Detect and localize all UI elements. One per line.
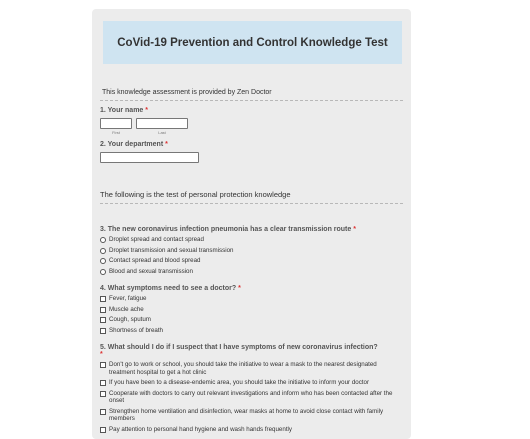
required-mark: *: [145, 107, 148, 114]
question-label: 4. What symptoms need to see a doctor? *: [100, 285, 241, 292]
required-mark: *: [238, 285, 241, 292]
radio-option[interactable]: Blood and sexual transmission: [100, 268, 403, 276]
required-mark: *: [353, 226, 356, 233]
checkbox-icon[interactable]: [100, 328, 106, 334]
checkbox-option[interactable]: Pay attention to personal hand hygiene and wash hands frequently: [100, 426, 403, 434]
radio-icon[interactable]: [100, 237, 106, 243]
radio-icon[interactable]: [100, 269, 106, 275]
radio-option[interactable]: Contact spread and blood spread: [100, 257, 403, 265]
radio-icon[interactable]: [100, 248, 106, 254]
first-name-input[interactable]: [100, 118, 132, 129]
department-input[interactable]: [100, 152, 199, 163]
required-mark: *: [100, 351, 103, 358]
radio-icon[interactable]: [100, 258, 106, 264]
last-name-sublabel: Last: [158, 130, 166, 135]
last-name-input[interactable]: [136, 118, 188, 129]
checkbox-icon[interactable]: [100, 362, 106, 368]
divider: [100, 203, 403, 204]
checkbox-option[interactable]: If you have been to a disease-endemic area, you should take the initiative to inform your doctor: [100, 379, 403, 387]
form-title: CoVid-19 Prevention and Control Knowledge Test: [117, 36, 388, 49]
question-label: 1. Your name *: [100, 107, 148, 114]
checkbox-option[interactable]: Muscle ache: [100, 306, 403, 314]
question-name: [100, 107, 403, 135]
divider: [100, 100, 403, 101]
checkbox-option[interactable]: Cough, sputum: [100, 316, 403, 324]
checkbox-icon[interactable]: [100, 427, 106, 433]
checkbox-option[interactable]: Cooperate with doctors to carry out relevant investigations and inform who has been contacted after the onset: [100, 390, 403, 405]
first-name-sublabel: First: [112, 130, 120, 135]
question-transmission: [100, 226, 403, 275]
radio-option[interactable]: Droplet spread and contact spread: [100, 236, 403, 244]
radio-option[interactable]: Droplet transmission and sexual transmission: [100, 247, 403, 255]
question-symptoms: [100, 285, 403, 334]
checkbox-icon[interactable]: [100, 409, 106, 415]
checkbox-icon[interactable]: [100, 317, 106, 323]
form-header: [103, 21, 402, 64]
question-label: 3. The new coronavirus infection pneumonia has a clear transmission route *: [100, 226, 356, 233]
checkbox-icon[interactable]: [100, 296, 106, 302]
question-label: 2. Your department *: [100, 141, 168, 148]
checkbox-option[interactable]: Shortness of breath: [100, 327, 403, 335]
form-intro: This knowledge assessment is provided by Zen Doctor: [102, 89, 272, 96]
section-text: The following is the test of personal protection knowledge: [100, 190, 291, 199]
question-label: 5. What should I do if I suspect that I have symptoms of new coronavirus infection? *: [100, 344, 378, 358]
required-mark: *: [165, 141, 168, 148]
checkbox-icon[interactable]: [100, 307, 106, 313]
checkbox-option[interactable]: Don't go to work or school, you should take the initiative to wear a mask to the nearest designated treatment hospital to get a hot clinic: [100, 361, 403, 376]
checkbox-option[interactable]: Fever, fatigue: [100, 295, 403, 303]
checkbox-option[interactable]: Strengthen home ventilation and disinfection, wear masks at home to avoid close contact with family members: [100, 408, 403, 423]
form-card: [92, 9, 411, 439]
checkbox-icon[interactable]: [100, 380, 106, 386]
question-suspect-symptoms: [100, 344, 403, 433]
checkbox-icon[interactable]: [100, 391, 106, 397]
question-department: [100, 141, 403, 167]
